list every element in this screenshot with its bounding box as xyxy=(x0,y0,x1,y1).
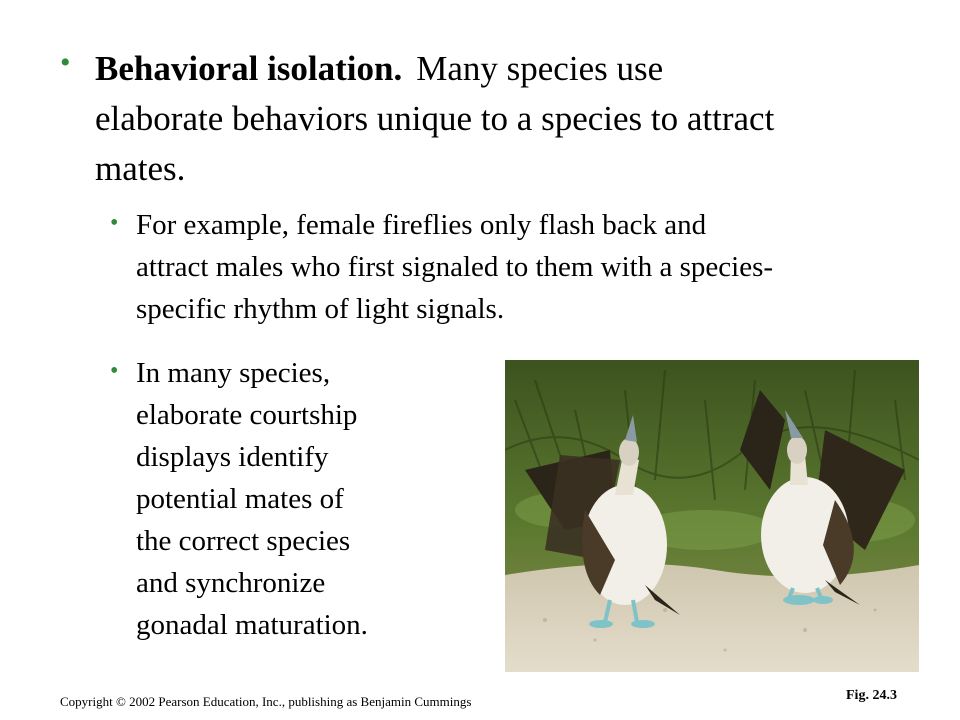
bullet-text: and synchronize xyxy=(136,567,326,599)
bullet-text: gonadal maturation. xyxy=(136,609,368,641)
bullet-text: displays identify xyxy=(136,441,329,473)
bullet-behavioral-isolation xyxy=(95,44,905,194)
bullet-text: specific rhythm of light signals. xyxy=(136,293,505,325)
bullet-text: attract males who first signaled to them with a species- xyxy=(136,251,774,283)
bullet-heading: Behavioral isolation. xyxy=(95,49,403,88)
bullet-text: elaborate behaviors unique to a species to attract xyxy=(95,99,775,138)
sub-bullet-fireflies xyxy=(136,204,916,330)
bullet-text: elaborate courtship xyxy=(136,399,358,431)
bullet-marker: • xyxy=(60,46,71,79)
bullet-text: the correct species xyxy=(136,525,351,557)
bullet-line xyxy=(95,44,905,94)
sub-bullet-courtship xyxy=(136,352,466,646)
sub-bullet-marker: • xyxy=(110,210,119,236)
bullet-text: potential mates of xyxy=(136,483,344,515)
booby-courtship-photo xyxy=(505,360,919,672)
bullet-text: Many species use xyxy=(416,49,664,88)
figure-label: Fig. 24.3 xyxy=(846,688,897,703)
copyright-notice: Copyright © 2002 Pearson Education, Inc., publishing as Benjamin Cummings xyxy=(60,694,472,709)
bullet-text: In many species, xyxy=(136,357,331,389)
bullet-text: For example, female fireflies only flash back and xyxy=(136,209,707,241)
sub-bullet-marker: • xyxy=(110,358,119,384)
bullet-text: mates. xyxy=(95,149,186,188)
